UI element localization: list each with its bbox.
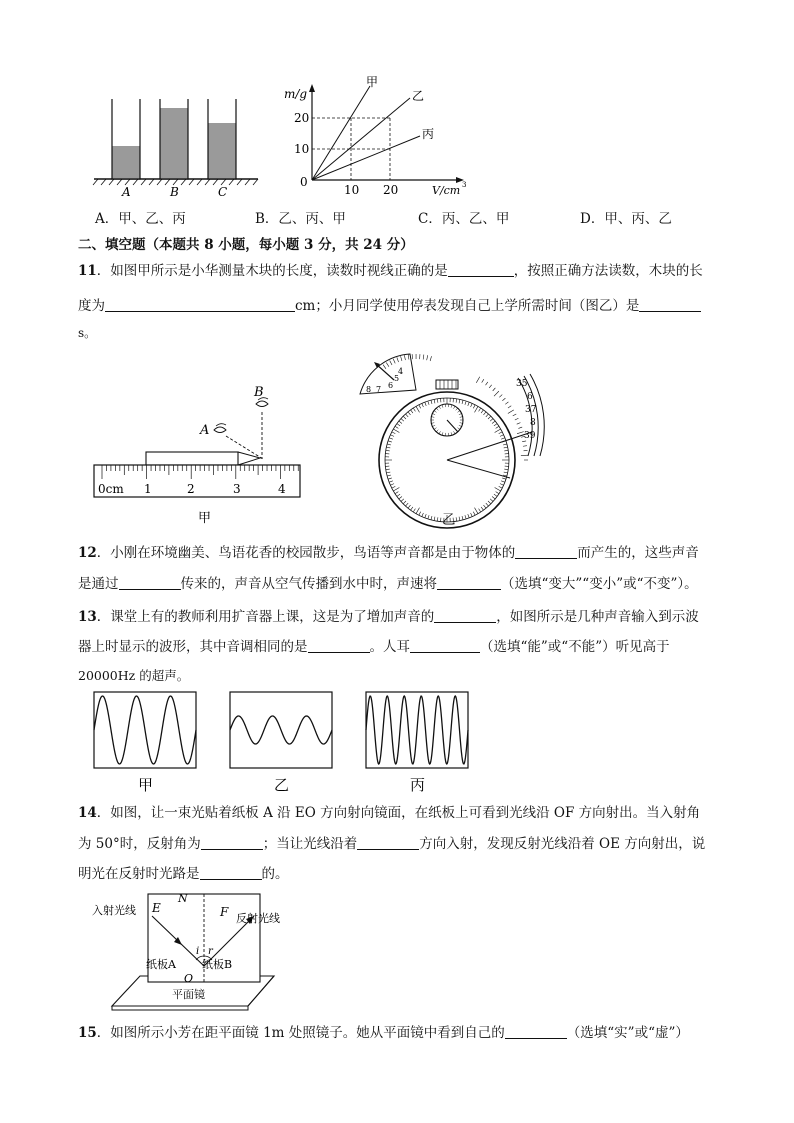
wave-label-bing: 丙 (410, 776, 426, 794)
q12-number: 12 (78, 545, 97, 561)
inset-tick-mark (505, 402, 508, 404)
label-jia: 甲 (366, 75, 379, 89)
small-label-4: 4 (398, 367, 404, 376)
label-incident: 入射光线 (92, 904, 136, 917)
inset-tick-mark (508, 406, 511, 408)
beakers-figure (90, 95, 270, 205)
q13-blank-3[interactable] (410, 638, 480, 653)
inset-tick-mark (476, 377, 479, 383)
label-e: E (152, 901, 161, 915)
q13-line2: 器上时显示的波形，其中音调相同的是 。人耳 （选填“能”或“不能”）听见高于 (78, 639, 670, 655)
label-mirror: 平面镜 (172, 988, 205, 1001)
small-inset-tick-mark (423, 355, 424, 360)
q12-blank-3[interactable] (437, 575, 501, 590)
q11-blank-1[interactable] (448, 262, 514, 277)
x-tick-10: 10 (344, 183, 360, 197)
q11-line2: 度为 cm；小月同学使用停表发现自己上学所需时间（图乙）是 (78, 294, 701, 314)
q13-line1: 13．课堂上有的教师利用扩音器上课，这是为了增加声音的 ，如图所示是几种声音输入到示波 (78, 609, 699, 625)
q12-blank-1[interactable] (515, 544, 577, 559)
ruler-tick-1: 1 (144, 482, 152, 496)
q13-blank-2[interactable] (308, 638, 370, 653)
label-bing: 丙 (422, 127, 435, 141)
big-label-39: 39 (524, 431, 536, 441)
q13-line3: 20000Hz 的超声。 (78, 668, 190, 683)
stopwatch-figure (350, 350, 570, 530)
inset-tick-mark (493, 388, 496, 391)
small-label-8: 8 (366, 385, 372, 394)
q14-blank-1[interactable] (201, 835, 263, 850)
option-c: C．丙、乙、甲 (418, 211, 510, 227)
mass-volume-graph (282, 74, 482, 198)
q14-line1: 14．如图，让一束光贴着纸板 A 沿 EO 方向射向镜面，在纸板上可看到光线沿 OF 方向射出。当入射角 (78, 805, 701, 821)
label-reflected: 反射光线 (236, 912, 280, 925)
label-board-a: 纸板A (146, 958, 176, 971)
big-dial-inset (518, 378, 532, 456)
line-jia (312, 86, 370, 180)
inset-tick-mark (494, 391, 499, 396)
eye-b (256, 401, 268, 407)
q14-line3: 明光在反射时光路是 的。 (78, 866, 289, 882)
ruler-tick-4: 4 (278, 482, 286, 496)
stopwatch-crown (436, 380, 458, 389)
q14-blank-3[interactable] (200, 865, 262, 880)
inset-tick-mark (482, 379, 484, 382)
q15-line1: 15．如图所示小芳在距平面镜 1m 处照镜子。她从平面镜中看到自己的 （选填“实”或“虚”） (78, 1025, 689, 1041)
option-d: D．甲、丙、乙 (580, 211, 672, 227)
eye-label-b: B (254, 386, 264, 400)
wood-block (146, 452, 238, 465)
label-f: F (220, 905, 229, 919)
ruler-figure (88, 386, 308, 526)
q11-line1: 11．如图甲所示是小华测量木块的长度，读数时视线正确的是 ，按照正确方法读数，木块的长 (78, 263, 703, 279)
x-axis-sup: 3 (462, 181, 467, 189)
beaker-label-b: B (170, 185, 179, 199)
q11-line3: s。 (78, 326, 97, 340)
section-title: 二、填空题（本题共 8 小题，每小题 3 分，共 24 分） (78, 237, 414, 253)
inset-tick-mark (508, 410, 514, 414)
wave-label-jia: 甲 (138, 776, 154, 794)
waveforms-figure (92, 690, 482, 796)
line-bing (312, 136, 420, 180)
label-n: N (178, 892, 188, 905)
inset-tick-mark (486, 382, 488, 385)
eye-label-a: A (200, 423, 210, 438)
x-axis-label: V/cm (432, 184, 461, 197)
label-yi: 乙 (412, 89, 425, 103)
q14-number: 14 (78, 805, 97, 821)
q11-blank-2[interactable] (105, 297, 295, 312)
y-tick-10: 10 (294, 142, 310, 156)
small-label-7: 7 (376, 385, 382, 394)
y-tick-20: 20 (294, 111, 310, 125)
beaker-label-a: A (122, 185, 131, 199)
label-r: r (208, 946, 213, 957)
beaker-label-c: C (218, 185, 228, 199)
small-label-6: 6 (388, 381, 394, 390)
q14-line2: 为 50°时，反射角为 ；当让光线沿着 方向入射，发现反射光线沿着 OE 方向射出，说 (78, 836, 706, 852)
stopwatch-caption: 乙 (442, 512, 456, 528)
ruler-tick-2: 2 (187, 482, 195, 496)
beaker-b-liquid (160, 108, 188, 179)
line-yi (312, 98, 410, 180)
origin-label: 0 (300, 175, 308, 189)
small-inset-tick-mark (427, 355, 428, 360)
y-axis-label: m/g (284, 87, 308, 101)
ruler-caption: 甲 (198, 511, 212, 526)
q12-line2: 是通过 传来的，声音从空气传播到水中时，声速将 （选填“变大”“变小”或“不变”）。 (78, 576, 698, 592)
small-label-5: 5 (394, 374, 400, 383)
option-b: B．乙、丙、甲 (255, 211, 346, 227)
q13-number: 13 (78, 609, 97, 625)
q12-blank-2[interactable] (119, 575, 181, 590)
inset-tick-mark (522, 441, 526, 442)
inset-tick-mark (502, 398, 505, 401)
label-board-b: 纸板B (202, 958, 233, 971)
q15-blank-1[interactable] (505, 1024, 567, 1039)
x-tick-20: 20 (383, 183, 399, 197)
label-o: O (184, 972, 194, 985)
wave-label-yi: 乙 (274, 776, 290, 794)
inset-tick-mark (523, 446, 527, 447)
inset-tick-mark (499, 395, 502, 398)
q15-number: 15 (78, 1025, 97, 1041)
q11-number: 11 (78, 263, 97, 279)
option-a: A．甲、乙、丙 (95, 211, 186, 227)
big-label-37: 37 (525, 405, 537, 415)
inset-tick-mark (489, 385, 491, 388)
ruler-tick-3: 3 (233, 482, 241, 496)
big-label-35: 35 (516, 379, 528, 389)
inset-tick-mark (517, 423, 521, 425)
beaker-a-liquid (112, 146, 140, 179)
inset-tick-mark (517, 432, 524, 434)
ruler (94, 465, 300, 497)
label-i: i (196, 946, 200, 957)
reflection-figure (92, 888, 292, 1012)
eye-a (214, 427, 226, 433)
q14-blank-2[interactable] (357, 835, 419, 850)
q12-line1: 12．小刚在环境幽美、鸟语花香的校园散步，鸟语等声音都是由于物体的 而产生的，这些声音 (78, 545, 699, 561)
q13-blank-1[interactable] (434, 608, 496, 623)
inset-tick-mark (515, 418, 519, 420)
big-label-8: 8 (530, 418, 536, 428)
inset-tick-mark (513, 414, 517, 416)
small-inset-tick-mark (430, 356, 431, 361)
beaker-c-liquid (208, 123, 236, 179)
ruler-unit: 0cm (98, 482, 124, 496)
big-label-6: 6 (527, 392, 533, 402)
q11-blank-3[interactable] (639, 297, 701, 312)
inset-tick-mark (518, 427, 522, 428)
